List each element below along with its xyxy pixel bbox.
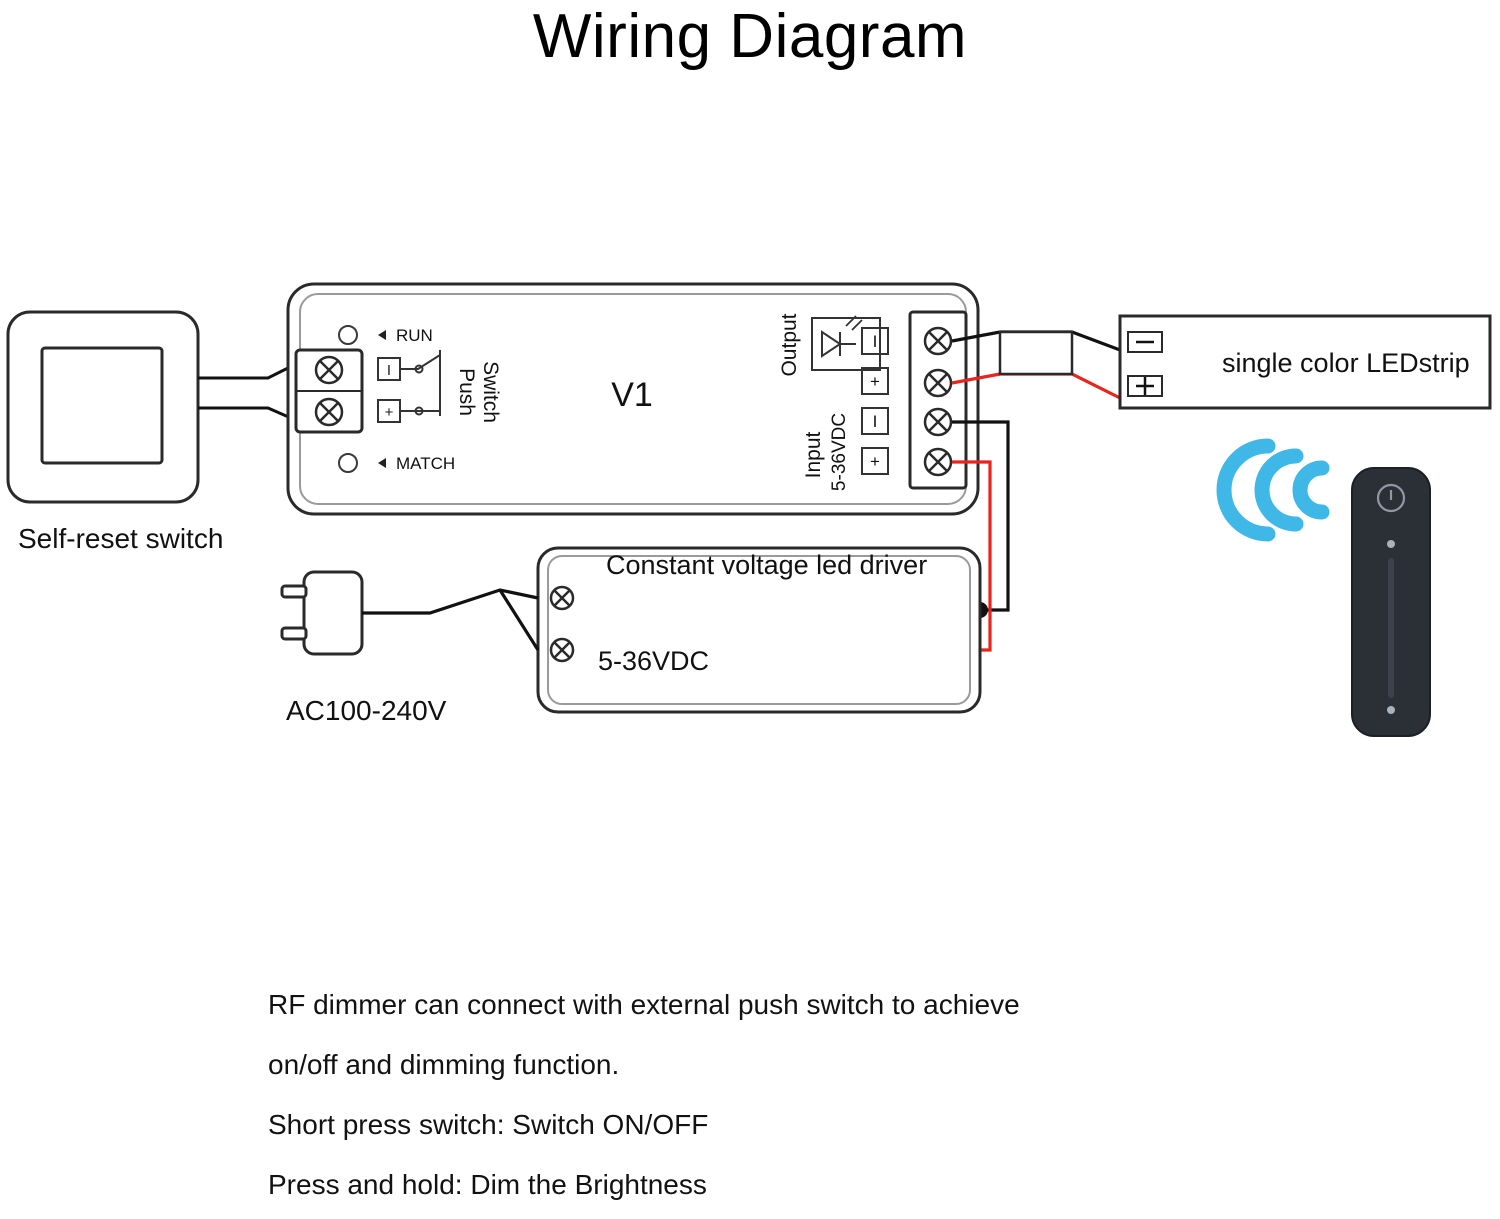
terminal-in-minus: I	[872, 412, 878, 431]
svg-text:I: I	[386, 362, 392, 379]
terminal-in-plus: +	[870, 452, 880, 471]
push-switch-label-1: Push	[455, 368, 478, 416]
note-line-4: Press and hold: Dim the Brightness	[268, 1169, 707, 1200]
controller-model-label: V1	[611, 376, 653, 414]
input-label: Input	[802, 431, 825, 479]
push-switch-label-2: Switch	[479, 361, 502, 423]
controller-match-label: MATCH	[396, 454, 456, 473]
notes-block	[268, 975, 1368, 1215]
terminal-out-minus: I	[872, 332, 878, 351]
input-voltage-label: 5-36VDC	[829, 412, 850, 492]
output-label: Output	[778, 313, 801, 377]
led-strip-label: single color LEDstrip	[1222, 348, 1470, 378]
svg-text:+: +	[384, 404, 394, 421]
ac-input-label: AC100-240V	[286, 695, 447, 726]
wiring-diagram-canvas	[0, 250, 1500, 770]
self-reset-switch	[8, 312, 198, 502]
controller-run-label: RUN	[396, 326, 433, 345]
rf-signal-icon	[1224, 446, 1322, 534]
terminal-out-plus: +	[870, 372, 880, 391]
ac-plug	[282, 572, 538, 654]
self-reset-switch-label: Self-reset switch	[18, 523, 224, 554]
rf-remote[interactable]	[1352, 468, 1430, 736]
note-line-2: on/off and dimming function.	[268, 1049, 620, 1080]
page-title: Wiring Diagram	[532, 2, 968, 71]
driver-label-line2: 5-36VDC	[598, 646, 710, 676]
switch-wires	[198, 362, 300, 422]
driver-label-line1: Constant voltage led driver	[606, 550, 928, 580]
note-line-1: RF dimmer can connect with external push switch to achieve	[268, 989, 1020, 1020]
note-line-3: Short press switch: Switch ON/OFF	[268, 1109, 709, 1140]
